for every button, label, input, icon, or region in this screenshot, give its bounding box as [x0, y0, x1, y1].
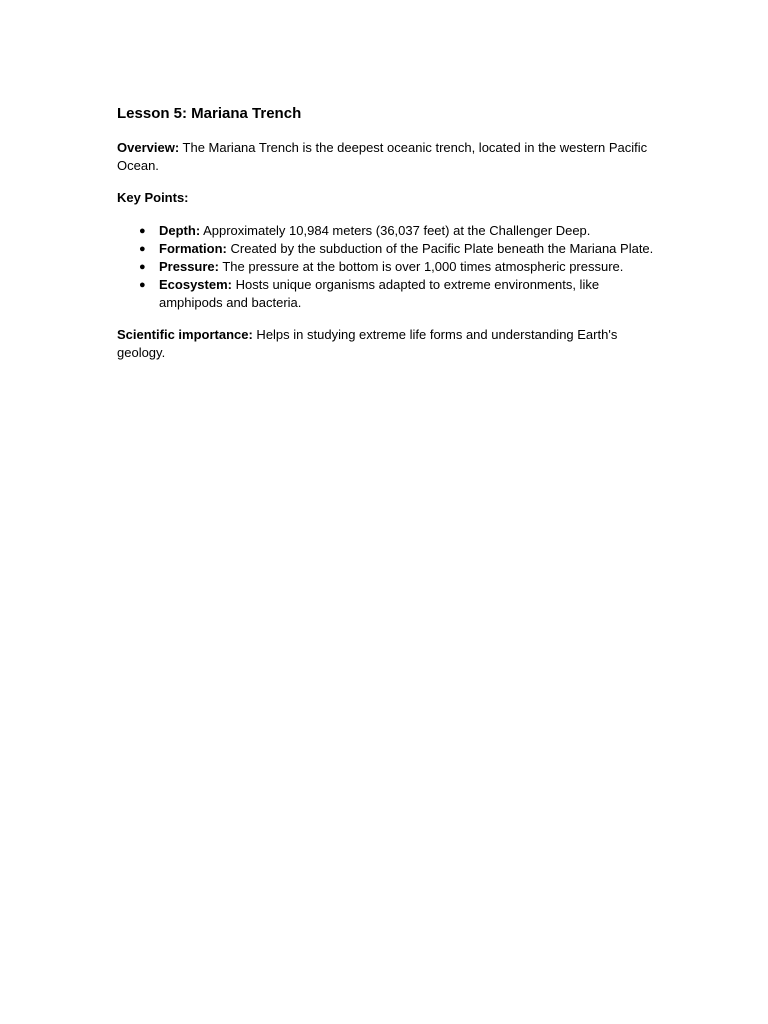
bullet-icon: ● [139, 225, 146, 237]
scientific-importance-paragraph [117, 326, 657, 362]
list-item-formation [117, 240, 657, 258]
list-item-label: Depth: [159, 223, 201, 238]
key-points-heading [117, 189, 657, 207]
bullet-icon: ● [139, 243, 146, 255]
overview-paragraph [117, 139, 657, 175]
list-item-text: Approximately 10,984 meters (36,037 feet) at the Challenger Deep. [200, 223, 591, 238]
page-title: Lesson 5: Mariana Trench [117, 105, 302, 122]
list-item-text: Created by the subduction of the Pacific Plate beneath the Mariana Plate. [226, 241, 654, 256]
list-item-label: Pressure: [159, 259, 219, 274]
scientific-importance-text: Helps in studying extreme life forms and understanding Earth's geology. [117, 327, 618, 360]
list-item-ecosystem [117, 276, 657, 312]
key-points-heading-label: Key Points: [117, 190, 189, 205]
list-item-depth [117, 222, 657, 240]
overview-label: Overview: [117, 140, 180, 155]
overview-text: The Mariana Trench is the deepest oceanic trench, located in the western Pacific Ocean. [117, 140, 648, 173]
bullet-icon: ● [139, 261, 146, 273]
list-item-text: The pressure at the bottom is over 1,000 times atmospheric pressure. [218, 259, 624, 274]
scientific-importance-label: Scientific importance: [117, 327, 253, 342]
list-item-label: Ecosystem: [159, 277, 232, 292]
list-item-label: Formation: [159, 241, 227, 256]
list-item-text: Hosts unique organisms adapted to extreme environments, like amphipods and bacteria. [159, 277, 600, 310]
bullet-icon: ● [139, 279, 146, 291]
key-points-list [117, 222, 657, 312]
document-page [117, 104, 657, 362]
list-item-pressure [117, 258, 657, 276]
